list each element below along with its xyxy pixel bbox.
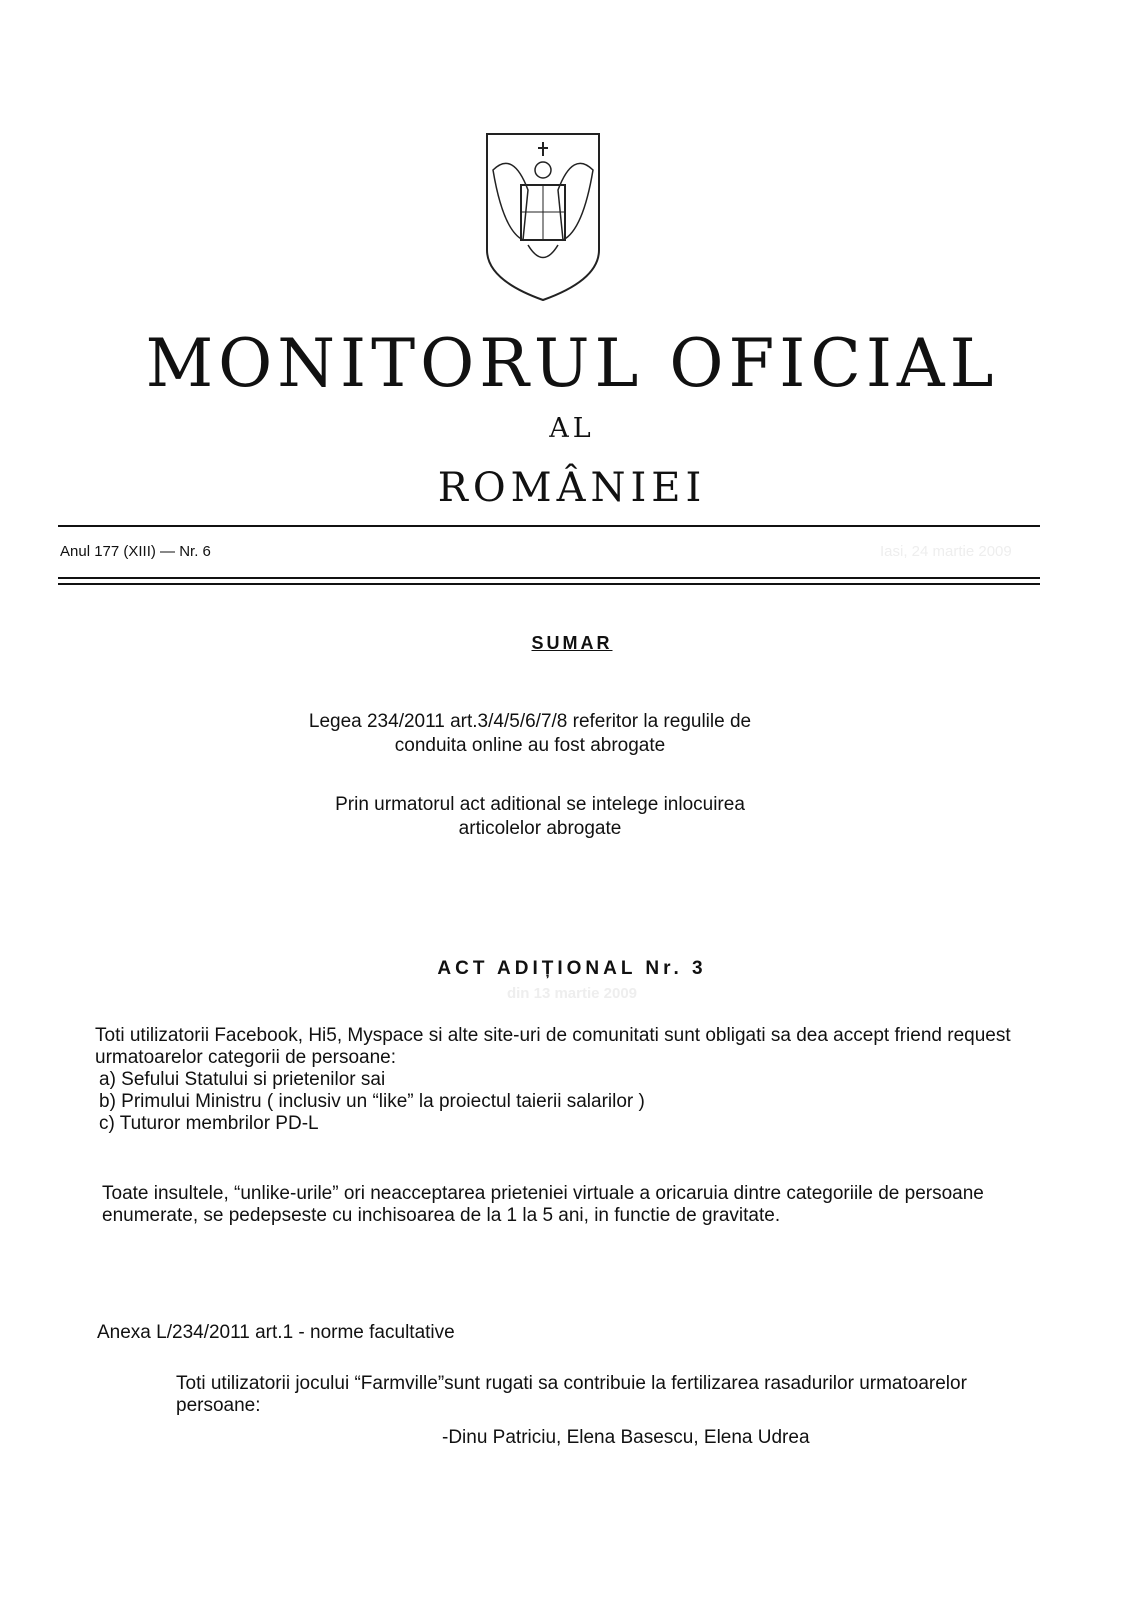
act-intro: Toti utilizatorii Facebook, Hi5, Myspace si alte site-uri de comunitati sunt obligati sa dea accept friend request urmatoarelor categorii de persoane: [95, 1025, 1011, 1068]
annex-text: Toti utilizatorii jocului “Farmville”sunt rugati sa contribuie la fertilizarea rasadurilor urmatoarelor persoane: [176, 1373, 967, 1416]
divider [58, 525, 1040, 527]
annex-title: Anexa L/234/2011 art.1 - norme facultative [97, 1322, 455, 1343]
act-body [95, 1025, 1035, 1135]
masthead-country: ROMÂNIEI [437, 465, 707, 511]
summary-law: Legea 234/2011 art.3/4/5/6/7/8 referitor la regulile de conduita online au fost abrogate [308, 711, 752, 756]
list-item: c) Tuturor membrilor PD-L [99, 1113, 319, 1134]
divider [58, 577, 1040, 579]
issue-number: Anul 177 (XIII) — Nr. 6 [60, 543, 211, 560]
issue-date: Iasi, 24 martie 2009 [880, 543, 1012, 560]
annex-names: -Dinu Patriciu, Elena Basescu, Elena Udrea [442, 1427, 810, 1448]
summary-heading: SUMAR [531, 633, 613, 653]
masthead-al: AL [549, 413, 595, 444]
coat-of-arms-icon [483, 130, 603, 302]
summary-prin: Prin urmatorul act aditional se intelege inlocuirea articolelor abrogate [335, 794, 745, 839]
masthead-title: MONITORUL OFICIAL [145, 325, 999, 402]
list-item: b) Primului Ministru ( inclusiv un “like” la proiectul taierii salarilor ) [99, 1091, 645, 1112]
act-penalty: Toate insultele, “unlike-urile” ori neacceptarea prieteniei virtuale a oricaruia dintre categoriile de persoane enumerate, se pedepseste cu inchisoarea de la 1 la 5 ani, in functie de gravitate. [102, 1183, 984, 1226]
act-title: ACT ADIȚIONAL Nr. 3 [437, 958, 707, 979]
act-subtitle: din 13 martie 2009 [506, 985, 638, 1002]
divider [58, 583, 1040, 585]
list-item: a) Sefului Statului si prietenilor sai [99, 1069, 386, 1090]
